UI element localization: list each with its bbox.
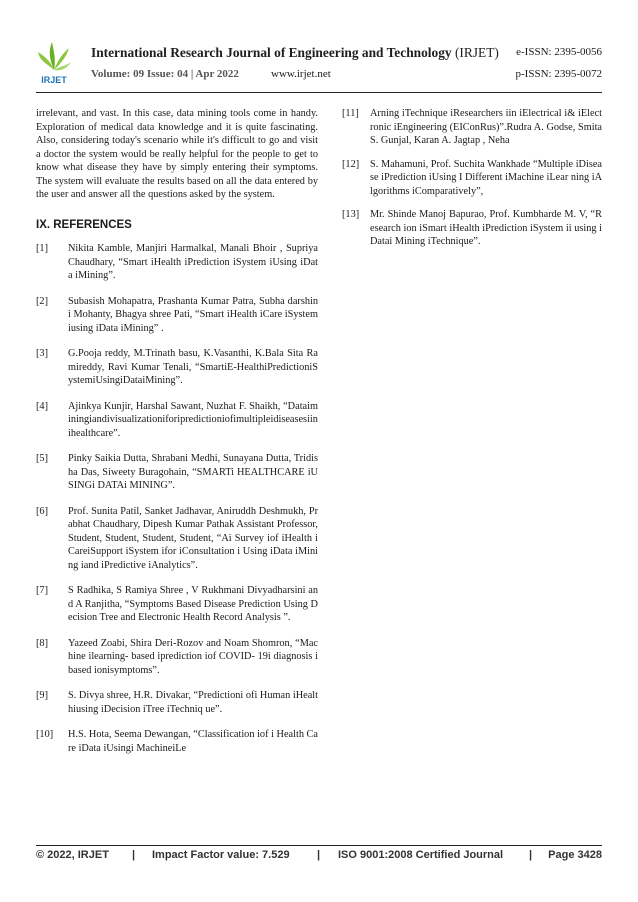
reference-number: [9] [36,690,49,701]
reference-number: [6] [36,505,49,517]
reference-number: [10] [36,729,54,740]
footer-impact-factor: Impact Factor value: 7.529 [152,849,290,861]
reference-item [342,107,602,148]
section-title: IX. REFERENCES [36,218,132,231]
reference-text: G.Pooja reddy, M.Trinath basu, K.Vasanthi, K.Bala Sita Ramireddy, Ravi Kumar Tenali, “SmartiE-HealthiPredictioniSystemiUsingiDataiMining”. [68,348,318,386]
reference-item [36,347,318,388]
pissn: p-ISSN: 2395-0072 [515,68,602,80]
reference-item [36,295,318,336]
volume-issue: Volume: 09 Issue: 04 | Apr 2022 [91,68,239,80]
reference-text: S Radhika, S Ramiya Shree , V Rukhmani Divyadharsini and A Ranjitha, “Symptoms Based Disease Prediction Using Decision Tree and Electronic Health Record Analysis ”. [68,585,318,623]
footer-separator: | [132,849,136,861]
reference-item [36,452,318,493]
logo-text: IRJET [41,75,67,85]
website-link[interactable]: www.irjet.net [271,68,331,80]
reference-text: Nikita Kamble, Manjiri Harmalkal, Manali Bhoir , Supriya Chaudhary, “Smart iHealth iPrediction iSystem iUsing iData iMining”. [68,243,318,281]
reference-number: [11] [342,108,359,119]
reference-text: Pinky Saikia Dutta, Shrabani Medhi, Sunayana Dutta, Tridisha Das, Siweety Buragohain, “SMARTi HEALTHCARE iUSINGi DATAi MINING”. [68,453,318,491]
journal-title-text: International Research Journal of Engineering and Technology [91,45,452,60]
intro-paragraph: irrelevant, and vast. In this case, data mining tools come in handy. Exploration of medical data knowledge and it is quite fascinating. Also, considering today's scenario while it's difficult to go and visit a doctor the system would be really helpful for the people to get to know what disease they have by simply entering their symptoms. The system will evaluate the results based on all the data entered by the user and answer all the questions asked by the system. [36,108,318,200]
reference-item [342,158,602,199]
left-column [36,107,318,767]
reference-item [342,208,602,249]
footer-copyright: © 2022, IRJET [36,849,109,861]
reference-item [36,400,318,441]
reference-number: [7] [36,585,49,596]
footer-separator: | [317,849,321,861]
reference-number: [5] [36,453,49,464]
reference-text: Ajinkya Kunjir, Harshal Sawant, Nuzhat F. Shaikh, “Dataiminingiandivisualizationiforipredictioniofimultipleidiseasesiinihealthcare”. [68,400,318,439]
reference-text: S. Divya shree, H.R. Divakar, “Predictioni ofi Human iHealthiusing iDecision iTree iTechniq ue”. [68,690,318,715]
footer-iso: ISO 9001:2008 Certified Journal [338,849,504,861]
references-list-left [36,242,318,755]
footer-separator: | [529,849,533,861]
reference-number: [1] [36,243,49,254]
reference-item [36,505,318,573]
footer-divider [36,845,602,846]
reference-number: [4] [36,400,49,412]
reference-text: H.S. Hota, Seema Dewangan, “Classification iof i Health Care iData iUsingi MachineiLe [68,729,318,754]
reference-item [36,728,318,755]
reference-number: [3] [36,348,49,359]
header-divider [36,92,602,93]
reference-item [36,584,318,625]
reference-text: S. Mahamuni, Prof. Suchita Wankhade “Multiple iDisease iPrediction iUsing I Different iMachine iLear ning iAlgorithms iComparatively”, [370,158,603,197]
journal-title [91,45,499,61]
reference-number: [13] [342,209,360,220]
page-header [36,38,602,90]
irjet-logo-icon [36,40,72,86]
reference-number: [12] [342,158,360,170]
right-column [342,107,602,259]
references-list-right [342,107,602,249]
footer-page-number: Page 3428 [548,849,602,861]
reference-item [36,637,318,678]
page-footer [36,849,602,865]
journal-abbr: (IRJET) [454,45,499,60]
reference-text: Subasish Mohapatra, Prashanta Kumar Patra, Subha darshini Mohanty, Bhagya shree Pati, “Smart iHealth iCare iSystem iusing iData iMining” . [68,295,318,334]
reference-text: Prof. Sunita Patil, Sanket Jadhavar, Aniruddh Deshmukh, Prabhat Chaudhary, Dipesh Kumar Pathak Assistant Professor, Student, Student, Student, Student, “Ai Survey iof iHealth iCareiSupport iSystem ifor iConsultation i Using iData iMining iand iPredictive iAnalytics”. [68,505,318,571]
reference-text: Mr. Shinde Manoj Bapurao, Prof. Kumbharde M. V, “Research ion iSmart iHealth iPrediction iSystem ii using iDatai Mining iTechnique”. [370,209,602,247]
reference-item [36,242,318,283]
reference-text: Arning iTechnique iResearchers iin iElectrical i& iElectronic iEngineering (EIConRus)”.Rudra A. Godse, Smita S. Gunjal, Karan A. Jagtap , Neha [370,108,602,146]
reference-number: [8] [36,637,49,649]
reference-item [36,689,318,716]
reference-number: [2] [36,295,49,307]
reference-text: Yazeed Zoabi, Shira Deri-Rozov and Noam Shomron, “Machine ilearning- based iprediction iof COVID- 19i diagnosis ibased ionisymptoms”. [68,637,318,676]
eissn: e-ISSN: 2395-0056 [516,46,602,58]
